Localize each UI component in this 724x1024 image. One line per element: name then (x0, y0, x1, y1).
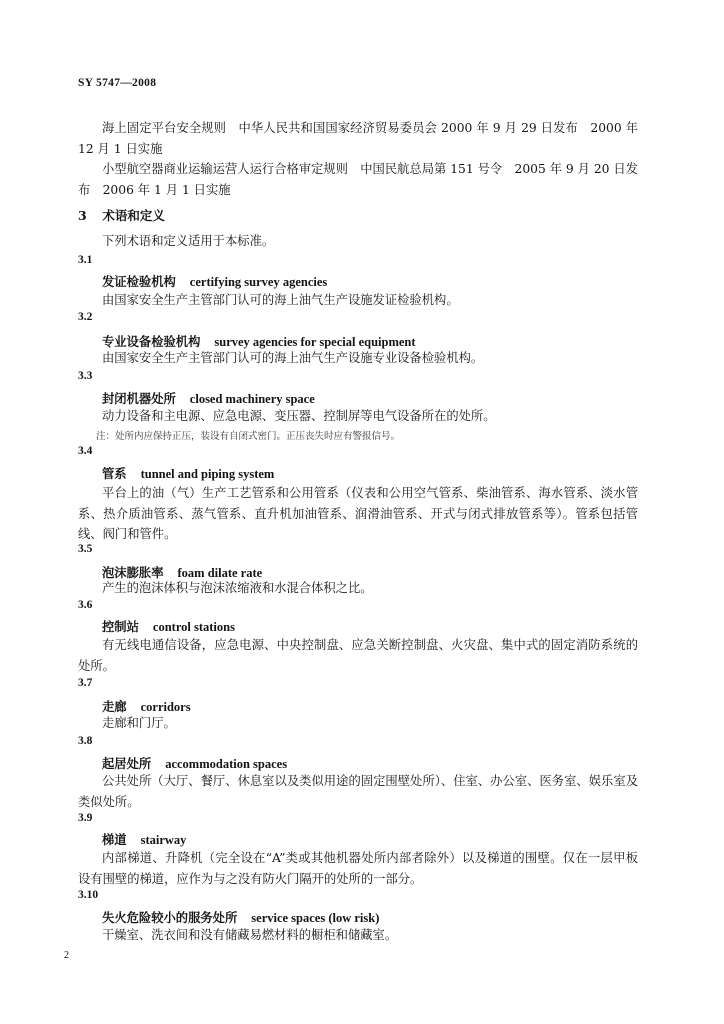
term-en: survey agencies for special equipment (214, 335, 416, 349)
term-definition: 内部梯道、升降机（完全设在“A”类或其他机器处所内部者除外）以及梯道的围壁。仅在一层甲板设有围壁的梯道，应作为与之没有防火门隔开的处所的一部分。 (78, 851, 638, 886)
section-number: 3 (78, 208, 87, 223)
term-heading (102, 389, 315, 407)
term-number: 3.6 (78, 599, 93, 611)
term-definition: 产生的泡沫体积与泡沫浓缩液和水混合体积之比。 (102, 581, 373, 595)
term-en: accommodation spaces (165, 757, 288, 771)
section-intro: 下列术语和定义适用于本标准。 (102, 234, 275, 248)
term-number: 3.8 (78, 735, 93, 747)
term-en: closed machinery space (189, 392, 315, 406)
term-heading (102, 908, 379, 926)
term-number: 3.4 (78, 445, 93, 457)
term-en: corridors (140, 700, 191, 714)
term-number: 3.7 (78, 677, 93, 689)
term-number: 3.10 (78, 889, 99, 901)
term-number: 3.5 (78, 543, 93, 555)
term-definition: 由国家安全生产主管部门认可的海上油气生产设施发证检验机构。 (102, 293, 459, 307)
term-zh: 起居处所 (102, 756, 152, 771)
term-zh: 专业设备检验机构 (102, 334, 201, 349)
term-definition: 干燥室、洗衣间和没有储藏易燃材料的橱柜和储藏室。 (102, 928, 398, 942)
term-definition: 平台上的油（气）生产工艺管系和公用管系（仪表和公用空气管系、柴油管系、海水管系、淡水管系、热介质油管系、蒸气管系、直升机加油管系、润滑油管系、开式与闭式排放管系等）。管系包括管线、阀门和管件。 (78, 486, 638, 541)
term-number: 3.9 (78, 812, 93, 824)
term-en: control stations (152, 620, 235, 634)
term-en: foam dilate rate (177, 566, 263, 580)
reference-1: 海上固定平台安全规则 中华人民共和国国家经济贸易委员会 2000 年 9 月 29 日发布 2000 年 12 月 1 日实施 (78, 121, 638, 156)
term-heading (102, 617, 235, 635)
section-title: 术语和定义 (102, 208, 165, 223)
reference-2: 小型航空器商业运输运营人运行合格审定规则 中国民航总局第 151 号令 2005 年 9 月 20 日发布 2006 年 1 月 1 日实施 (78, 162, 638, 197)
term-zh: 泡沫膨胀率 (102, 565, 164, 580)
page-number: 2 (64, 950, 69, 961)
term-definition: 动力设备和主电源、应急电源、变压器、控制屏等电气设备所在的处所。 (102, 409, 496, 423)
term-zh: 控制站 (102, 619, 139, 634)
term-zh: 失火危险较小的服务处所 (102, 910, 238, 925)
term-definition: 走廊和门厅。 (102, 716, 176, 730)
term-zh: 封闭机器处所 (102, 391, 176, 406)
term-heading (102, 464, 274, 482)
term-zh: 梯道 (102, 832, 127, 847)
term-definition: 公共处所（大厅、餐厅、休息室以及类似用途的固定围壁处所）、住室、办公室、医务室、娱乐室及类似处所。 (78, 774, 638, 809)
term-en: service spaces (low risk) (251, 911, 380, 925)
term-en: stairway (140, 833, 187, 847)
term-heading (102, 754, 287, 772)
term-definition: 有无线电通信设备，应急电源、中央控制盘、应急关断控制盘、火灾盘、集中式的固定消防系统的处所。 (78, 638, 638, 673)
term-heading (102, 830, 186, 848)
term-number: 3.3 (78, 370, 93, 382)
term-note: 注：处所内应保持正压，装设有自闭式密门。正压丧失时应有警报信号。 (96, 431, 401, 442)
term-en: tunnel and piping system (140, 467, 275, 481)
term-heading (102, 272, 327, 290)
term-zh: 管系 (102, 466, 127, 481)
term-number: 3.1 (78, 254, 93, 266)
term-en: certifying survey agencies (189, 275, 328, 289)
term-number: 3.2 (78, 311, 93, 323)
document-code: SY 5747—2008 (78, 77, 157, 89)
term-zh: 发证检验机构 (102, 274, 176, 289)
term-zh: 走廊 (102, 699, 127, 714)
section-heading (78, 206, 165, 224)
term-definition: 由国家安全生产主管部门认可的海上油气生产设施专业设备检验机构。 (102, 351, 484, 365)
